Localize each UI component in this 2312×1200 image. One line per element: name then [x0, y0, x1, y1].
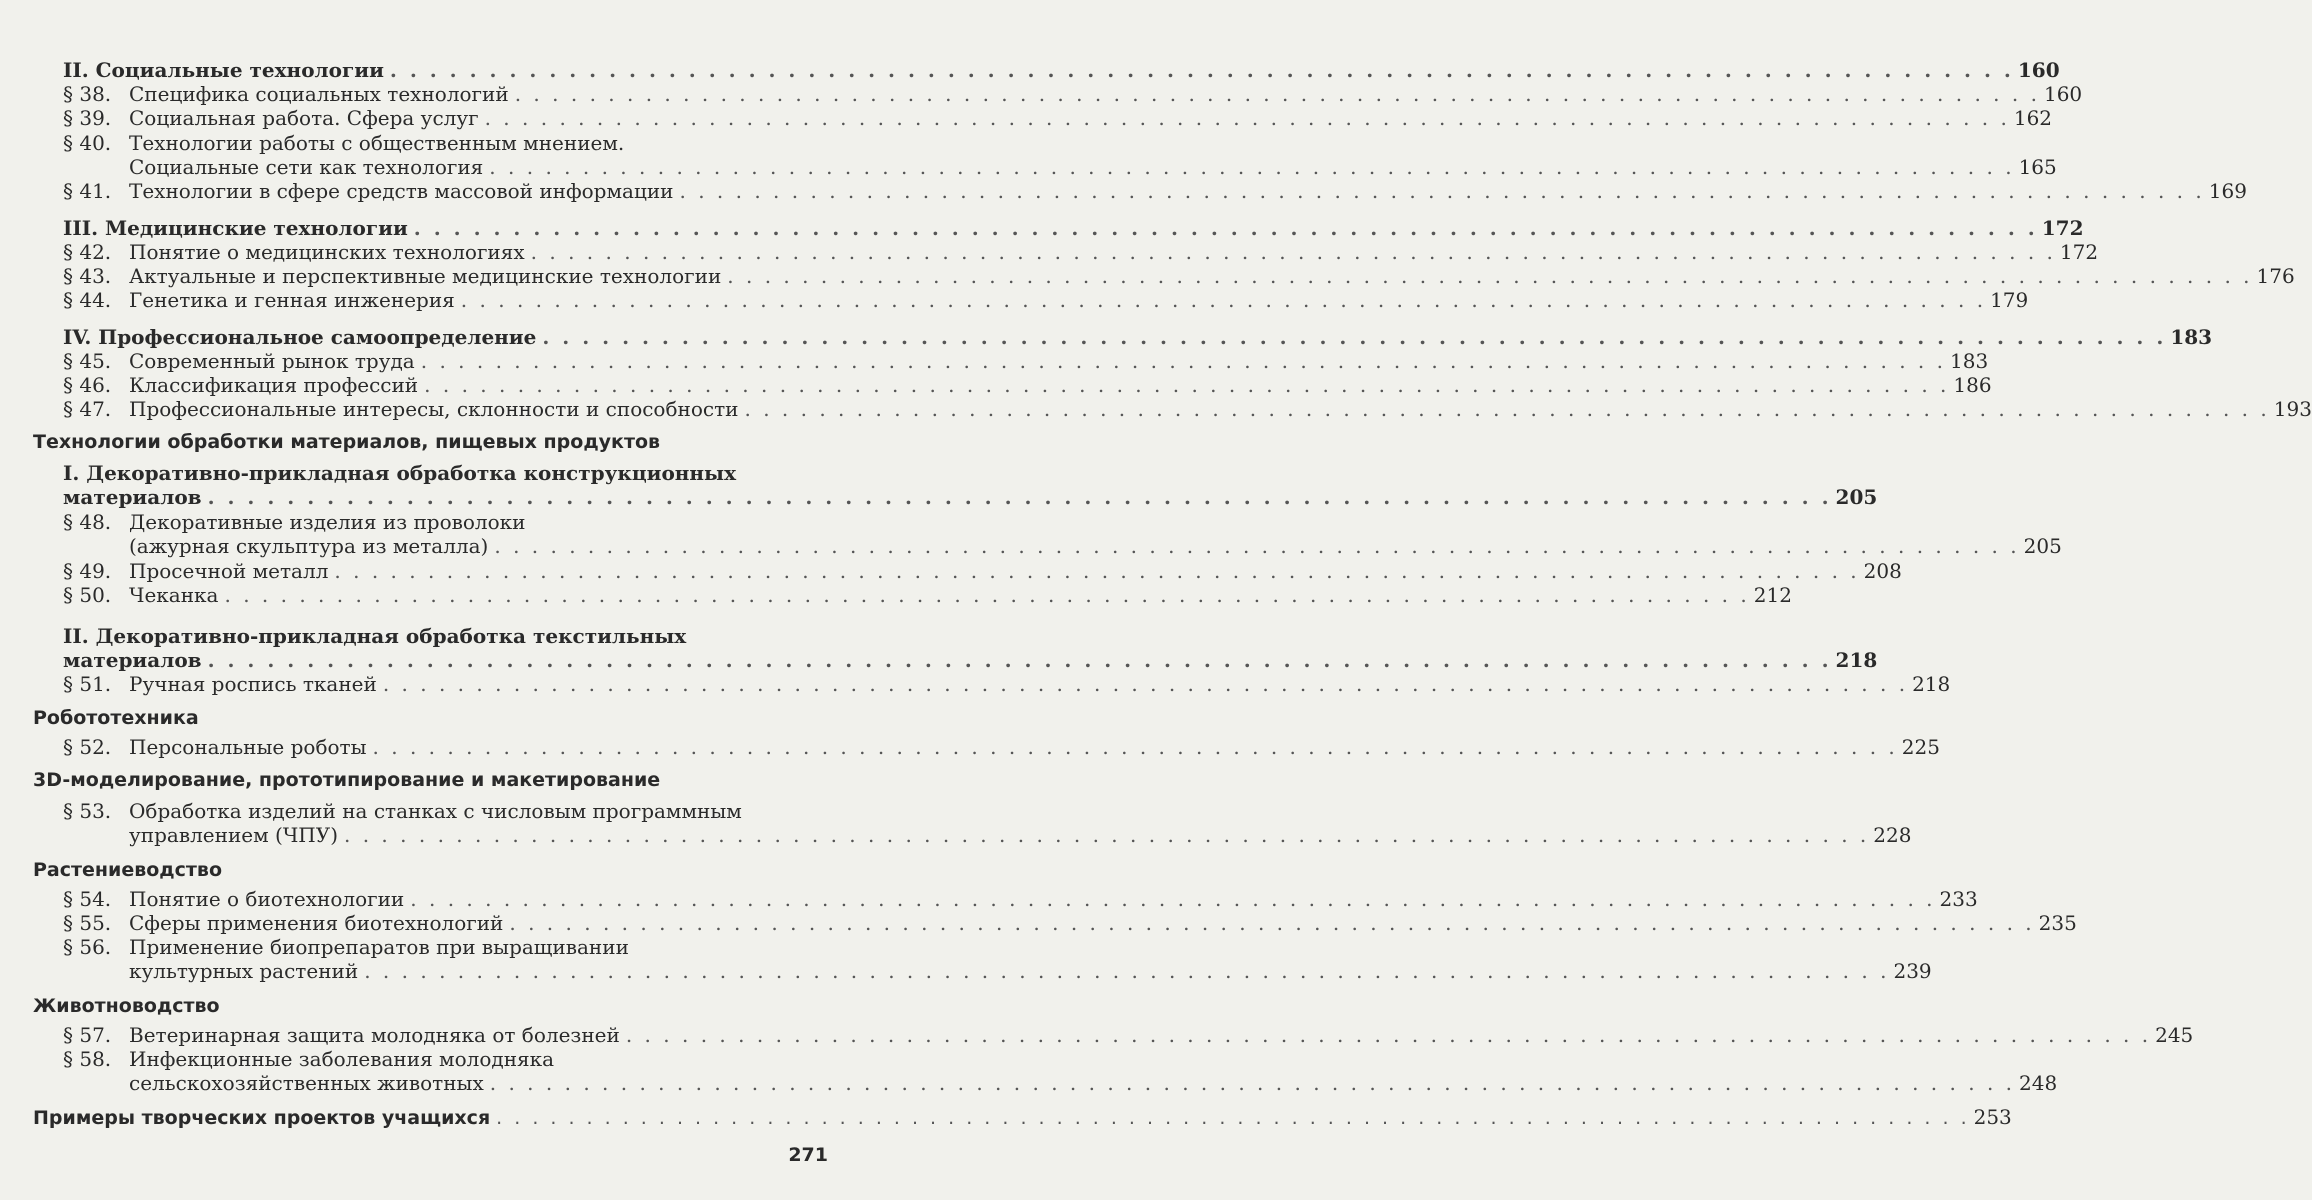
entry-title: (ажурная скульптура из металла) [129, 534, 489, 558]
section-heading [63, 216, 2084, 240]
section-heading-continuation [63, 648, 1878, 672]
page-ref: 183 [1950, 349, 1989, 373]
entry-title: Ветеринарная защита молодняка от болезней [129, 1023, 620, 1047]
section-title: материалов [63, 485, 202, 509]
entry-title: Применение биопрепаратов при выращивании [129, 935, 629, 959]
entry-title: управлением (ЧПУ) [129, 823, 338, 847]
dot-leader: . . . . . . . . . . . . . . . . . . . . . . . . . . . . . . . . . . . . . . . . . . . . . . . . . . . . . . . . . . . . . . . . . . . . . . . . . . . . . . . . . . [207, 485, 1832, 509]
page-ref: 228 [1873, 823, 1912, 847]
toc-entry [63, 349, 1989, 373]
page-ref: 176 [2256, 264, 2295, 288]
page-number: 271 [788, 1144, 828, 1166]
dot-leader: . . . . . . . . . . . . . . . . . . . . . . . . . . . . . . . . . . . . . . . . . . . . . . . . . . . . . . . . . . . . . . . . . . . . . . . . . . . . . . . . . . [410, 887, 1936, 911]
dot-leader: . . . . . . . . . . . . . . . . . . . . . . . . . . . . . . . . . . . . . . . . . . . . . . . . . . . . . . . . . . . . . . . . . . . . . . . . . . . . . . . . . . [389, 58, 2014, 82]
entry-title: Современный рынок труда [129, 349, 415, 373]
page-ref: 239 [1893, 959, 1932, 983]
page-ref: 205 [1835, 485, 1878, 509]
paragraph-number: § 40. [63, 131, 112, 155]
entry-title: Социальные сети как технология [129, 155, 484, 179]
toc-entry [63, 583, 1792, 607]
page-ref: 248 [2019, 1071, 2058, 1095]
dot-leader: . . . . . . . . . . . . . . . . . . . . . . . . . . . . . . . . . . . . . . . . . . . . . . . . . . . . . . . . . . . . . . . . . . . . . . . . . . . . . . . . . . [489, 1071, 2016, 1095]
page-ref: 218 [1912, 672, 1951, 696]
paragraph-number: § 46. [63, 373, 112, 397]
category-heading: Робототехника [33, 707, 199, 729]
toc-entry [63, 397, 2312, 421]
dot-leader: . . . . . . . . . . . . . . . . . . . . . . . . . . . . . . . . . . . . . . . . . . . . . . . . . . . . . . . . . . . . . . . . . . . . . . . . . . . . . . . . . . [509, 911, 2035, 935]
paragraph-number: § 54. [63, 887, 112, 911]
toc-entry [63, 82, 2083, 106]
category-heading: 3D-моделирование, прототипирование и макетирование [33, 769, 661, 791]
entry-title: Технологии в сфере средств массовой информации [129, 179, 674, 203]
page-ref: 186 [1953, 373, 1992, 397]
toc-entry-first-line [63, 131, 624, 155]
paragraph-number: § 42. [63, 240, 112, 264]
paragraph-number: § 41. [63, 179, 112, 203]
entry-title: Ручная роспись тканей [129, 672, 377, 696]
section-heading-continuation [63, 485, 1878, 509]
paragraph-number: § 51. [63, 672, 112, 696]
dot-leader: . . . . . . . . . . . . . . . . . . . . . . . . . . . . . . . . . . . . . . . . . . . . . . . . . . . . . . . . . . . . . . . . . . . . . . . . . . . . . . . . . . [382, 672, 1909, 696]
section-title: II. Социальные технологии [63, 58, 384, 82]
dot-leader: . . . . . . . . . . . . . . . . . . . . . . . . . . . . . . . . . . . . . . . . . . . . . . . . . . . . . . . . . . . . . . . . . . . . . . . . . . . . . . . . . . [530, 240, 2056, 264]
paragraph-number: § 45. [63, 349, 112, 373]
page-ref: 245 [2155, 1023, 2194, 1047]
page-ref: 208 [1863, 559, 1902, 583]
toc-entry-continuation [129, 1071, 2058, 1095]
toc-entry [63, 179, 2247, 203]
entry-title: Актуальные и перспективные медицинские технологии [129, 264, 722, 288]
toc-entry-first-line [63, 935, 629, 959]
paragraph-number: § 50. [63, 583, 112, 607]
paragraph-number: § 44. [63, 288, 112, 312]
paragraph-number: § 49. [63, 559, 112, 583]
entry-title: Технологии работы с общественным мнением. [129, 131, 625, 155]
toc-entry [63, 887, 1978, 911]
dot-leader: . . . . . . . . . . . . . . . . . . . . . . . . . . . . . . . . . . . . . . . . . . . . . . . . . . . . . . . . . . . . . . . . . . . . . . . . . . . . . . . . . . [744, 397, 2270, 421]
dot-leader: . . . . . . . . . . . . . . . . . . . . . . . . . . . . . . . . . . . . . . . . . . . . . . . . . . . . . . . . . . . . . . . . . . . . . . . . . . . . . . . . . . [344, 823, 1870, 847]
toc-entry-continuation [129, 534, 2062, 558]
category-heading [33, 1105, 2012, 1130]
toc-entry-continuation [129, 959, 1932, 983]
toc-entry [63, 288, 2029, 312]
dot-leader: . . . . . . . . . . . . . . . . . . . . . . . . . . . . . . . . . . . . . . . . . . . . . . . . . . . . . . . . . . . . . . . . . . . . . . . . . . . . . . . . . . [496, 1107, 1970, 1129]
page-ref: 169 [2208, 179, 2247, 203]
entry-title: Генетика и генная инженерия [129, 288, 455, 312]
dot-leader: . . . . . . . . . . . . . . . . . . . . . . . . . . . . . . . . . . . . . . . . . . . . . . . . . . . . . . . . . . . . . . . . . . . . . . . . . . . . . . . . . . [424, 373, 1950, 397]
page-ref: 225 [1901, 735, 1940, 759]
toc-entry [63, 672, 1951, 696]
paragraph-number: § 39. [63, 106, 112, 130]
toc-entry [63, 264, 2295, 288]
dot-leader: . . . . . . . . . . . . . . . . . . . . . . . . . . . . . . . . . . . . . . . . . . . . . . . . . . . . . . . . . . . . . . . . . . . . . . . . . . . . . . . . . . [372, 735, 1898, 759]
page-ref: 233 [1939, 887, 1978, 911]
entry-title: Чеканка [129, 583, 219, 607]
dot-leader: . . . . . . . . . . . . . . . . . . . . . . . . . . . . . . . . . . . . . . . . . . . . . . . . . . . . . . . . . . . . . . . . . . . . . . . . . . . . . . . . . . [625, 1023, 2152, 1047]
page-ref: 183 [2170, 325, 2213, 349]
dot-leader: . . . . . . . . . . . . . . . . . . . . . . . . . . . . . . . . . . . . . . . . . . . . . . . . . . . . . . . . . . . . . . . . . . . . . . . . . . . . . . . . . . [542, 325, 2167, 349]
entry-title: Классификация профессий [129, 373, 419, 397]
page-ref: 235 [2038, 911, 2077, 935]
toc-entry [63, 106, 2053, 130]
paragraph-number: § 58. [63, 1047, 112, 1071]
paragraph-number: § 55. [63, 911, 112, 935]
section-heading [63, 325, 2213, 349]
toc-entry-continuation [129, 155, 2057, 179]
entry-title: Просечной металл [129, 559, 329, 583]
toc-entry-first-line [63, 1047, 554, 1071]
toc-entry [63, 735, 1940, 759]
category-heading: Растениеводство [33, 859, 223, 881]
page-ref: 212 [1753, 583, 1792, 607]
entry-title: Инфекционные заболевания молодняка [129, 1047, 555, 1071]
paragraph-number: § 43. [63, 264, 112, 288]
page-ref: 218 [1835, 648, 1878, 672]
page-ref: 165 [2018, 155, 2057, 179]
paragraph-number: § 48. [63, 510, 112, 534]
dot-leader: . . . . . . . . . . . . . . . . . . . . . . . . . . . . . . . . . . . . . . . . . . . . . . . . . . . . . . . . . . . . . . . . . . . . . . . . . . . . . . . . . . [364, 959, 1890, 983]
toc-entry [63, 559, 1902, 583]
toc-entry-first-line [63, 510, 526, 534]
paragraph-number: § 56. [63, 935, 112, 959]
section-heading [63, 58, 2060, 82]
section-heading-first-line: I. Декоративно-прикладная обработка конструкционных [63, 461, 737, 485]
entry-title: Понятие о медицинских технологиях [129, 240, 525, 264]
page-ref: 160 [2017, 58, 2060, 82]
dot-leader: . . . . . . . . . . . . . . . . . . . . . . . . . . . . . . . . . . . . . . . . . . . . . . . . . . . . . . . . . . . . . . . . . . . . . . . . . . . . . . . . . . [484, 106, 2010, 130]
paragraph-number: § 53. [63, 799, 112, 823]
dot-leader: . . . . . . . . . . . . . . . . . . . . . . . . . . . . . . . . . . . . . . . . . . . . . . . . . . . . . . . . . . . . . . . . . . . . . . . . . . . . . . . . . . [460, 288, 1987, 312]
dot-leader: . . . . . . . . . . . . . . . . . . . . . . . . . . . . . . . . . . . . . . . . . . . . . . . . . . . . . . . . . . . . . . . . . . . . . . . . . . . . . . . . . . [679, 179, 2205, 203]
paragraph-number: § 47. [63, 397, 112, 421]
page-ref: 160 [2043, 82, 2083, 106]
category-title: Примеры творческих проектов учащихся [33, 1107, 491, 1129]
category-heading: Животноводство [33, 995, 220, 1017]
dot-leader: . . . . . . . . . . . . . . . . . . . . . . . . . . . . . . . . . . . . . . . . . . . . . . . . . . . . . . . . . . . . . . . . . . . . . . . . . . . . . . . . . . [494, 534, 2020, 558]
entry-title: Обработка изделий на станках с числовым программным [129, 799, 742, 823]
entry-title: Специфика социальных технологий [129, 82, 509, 106]
entry-title: Персональные роботы [129, 735, 367, 759]
dot-leader: . . . . . . . . . . . . . . . . . . . . . . . . . . . . . . . . . . . . . . . . . . . . . . . . . . . . . . . . . . . . . . . . . . . . . . . . . . . . . . . . . . [207, 648, 1832, 672]
section-heading-first-line: II. Декоративно-прикладная обработка текстильных [63, 624, 687, 648]
dot-leader: . . . . . . . . . . . . . . . . . . . . . . . . . . . . . . . . . . . . . . . . . . . . . . . . . . . . . . . . . . . . . . . . . . . . . . . . . . . . . . . . . . [727, 264, 2253, 288]
page-ref: 162 [2013, 106, 2053, 130]
entry-title: Профессиональные интересы, склонности и способности [129, 397, 739, 421]
page-ref: 172 [2041, 216, 2084, 240]
section-title: IV. Профессиональное самоопределение [63, 325, 537, 349]
dot-leader: . . . . . . . . . . . . . . . . . . . . . . . . . . . . . . . . . . . . . . . . . . . . . . . . . . . . . . . . . . . . . . . . . . . . . . . . . . . . . . . . . . [489, 155, 2015, 179]
toc-entry [63, 911, 2077, 935]
page-ref: 172 [2059, 240, 2099, 264]
paragraph-number: § 57. [63, 1023, 112, 1047]
entry-title: культурных растений [129, 959, 359, 983]
entry-title: Сферы применения биотехнологий [129, 911, 504, 935]
dot-leader: . . . . . . . . . . . . . . . . . . . . . . . . . . . . . . . . . . . . . . . . . . . . . . . . . . . . . . . . . . . . . . . . . . . . . . . . . . . . . . . . . . [514, 82, 2040, 106]
page-ref: 179 [1990, 288, 2029, 312]
toc-entry [63, 1023, 2194, 1047]
section-title: материалов [63, 648, 202, 672]
paragraph-number: § 52. [63, 735, 112, 759]
entry-title: Понятие о биотехнологии [129, 887, 405, 911]
page-ref: 193 [2273, 397, 2312, 421]
toc-entry-continuation [129, 823, 1912, 847]
toc-entry [63, 373, 1992, 397]
category-heading: Технологии обработки материалов, пищевых продуктов [33, 431, 661, 453]
page-ref: 205 [2023, 534, 2062, 558]
dot-leader: . . . . . . . . . . . . . . . . . . . . . . . . . . . . . . . . . . . . . . . . . . . . . . . . . . . . . . . . . . . . . . . . . . . . . . . . . . . . . . . . . . [413, 216, 2038, 240]
page-ref: 253 [1973, 1105, 2012, 1129]
section-title: III. Медицинские технологии [63, 216, 408, 240]
dot-leader: . . . . . . . . . . . . . . . . . . . . . . . . . . . . . . . . . . . . . . . . . . . . . . . . . . . . . . . . . . . . . . . . . . . . . . . . . . . . . . . . . . [420, 349, 1946, 373]
entry-title: Социальная работа. Сфера услуг [129, 106, 479, 130]
paragraph-number: § 38. [63, 82, 112, 106]
entry-title: Декоративные изделия из проволоки [129, 510, 526, 534]
dot-leader: . . . . . . . . . . . . . . . . . . . . . . . . . . . . . . . . . . . . . . . . . . . . . . . . . . . . . . . . . . . . . . . . . . . . . . . . . . . . . . . . . . [334, 559, 1860, 583]
dot-leader: . . . . . . . . . . . . . . . . . . . . . . . . . . . . . . . . . . . . . . . . . . . . . . . . . . . . . . . . . . . . . . . . . . . . . . . . . . . . . . . . . . [224, 583, 1750, 607]
entry-title: сельскохозяйственных животных [129, 1071, 484, 1095]
toc-entry-first-line [63, 799, 742, 823]
toc-entry [63, 240, 2099, 264]
